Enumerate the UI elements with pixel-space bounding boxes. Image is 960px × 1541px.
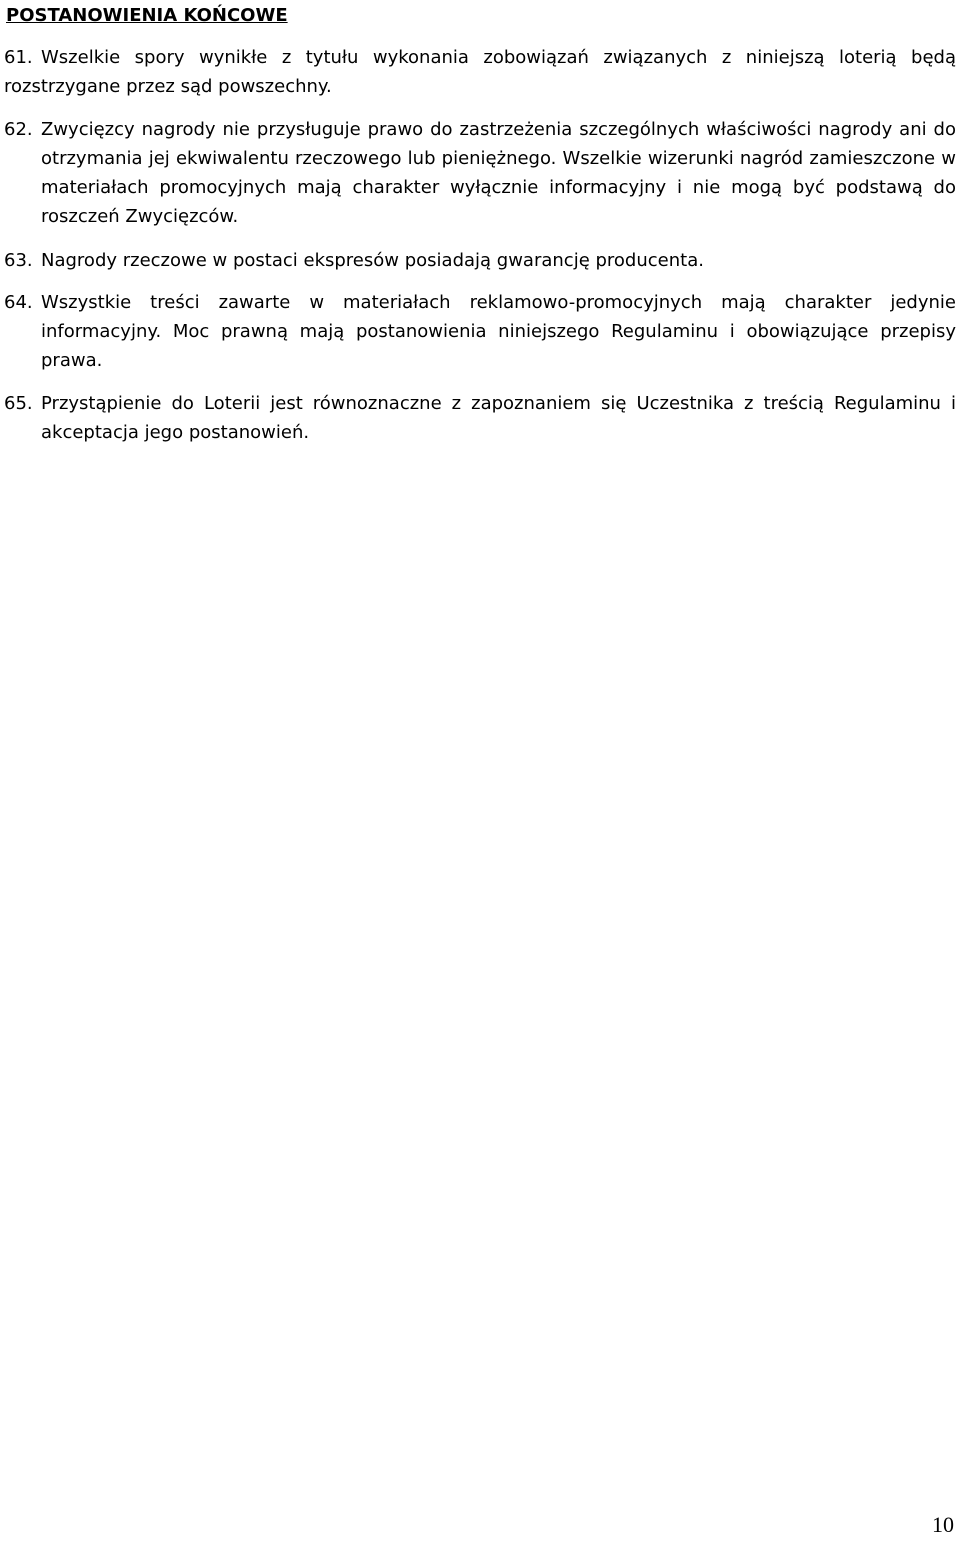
provision-text: Nagrody rzeczowe w postaci ekspresów posiadają gwarancję producenta. <box>41 250 704 271</box>
provision-number: 62. <box>4 119 33 140</box>
provision-61 <box>4 43 956 101</box>
provision-number: 61. <box>4 47 33 68</box>
provision-65 <box>4 389 956 447</box>
provision-text: Zwycięzcy nagrody nie przysługuje prawo do zastrzeżenia szczególnych właściwości nagrody ani do otrzymania jej ekwiwalentu rzeczowego lub pieniężnego. Wszelkie wizerunki nagród zamieszczone w materiałach promocyjnych mają charakter wyłącznie informacyjny i nie mogą być podstawą do roszczeń Zwycięzców. <box>41 119 956 227</box>
provision-64 <box>4 288 956 375</box>
provision-number: 65. <box>4 393 33 414</box>
provision-text: Wszelkie spory wynikłe z tytułu wykonania zobowiązań związanych z niniejszą loterią będą rozstrzygane przez sąd powszechny. <box>4 47 956 97</box>
provision-text: Wszystkie treści zawarte w materiałach reklamowo-promocyjnych mają charakter jedynie informacyjny. Moc prawną mają postanowienia niniejszego Regulaminu i obowiązujące przepisy prawa. <box>41 292 956 371</box>
provision-number: 63. <box>4 250 33 271</box>
document-page <box>4 0 956 1541</box>
provision-62 <box>4 115 956 231</box>
provision-63 <box>4 246 956 275</box>
provision-number: 64. <box>4 292 33 313</box>
page-number: 10 <box>932 1512 954 1537</box>
provision-text: Przystąpienie do Loterii jest równoznaczne z zapoznaniem się Uczestnika z treścią Regulaminu i akceptacja jego postanowień. <box>41 393 956 443</box>
section-title: POSTANOWIENIA KOŃCOWE <box>6 5 288 26</box>
